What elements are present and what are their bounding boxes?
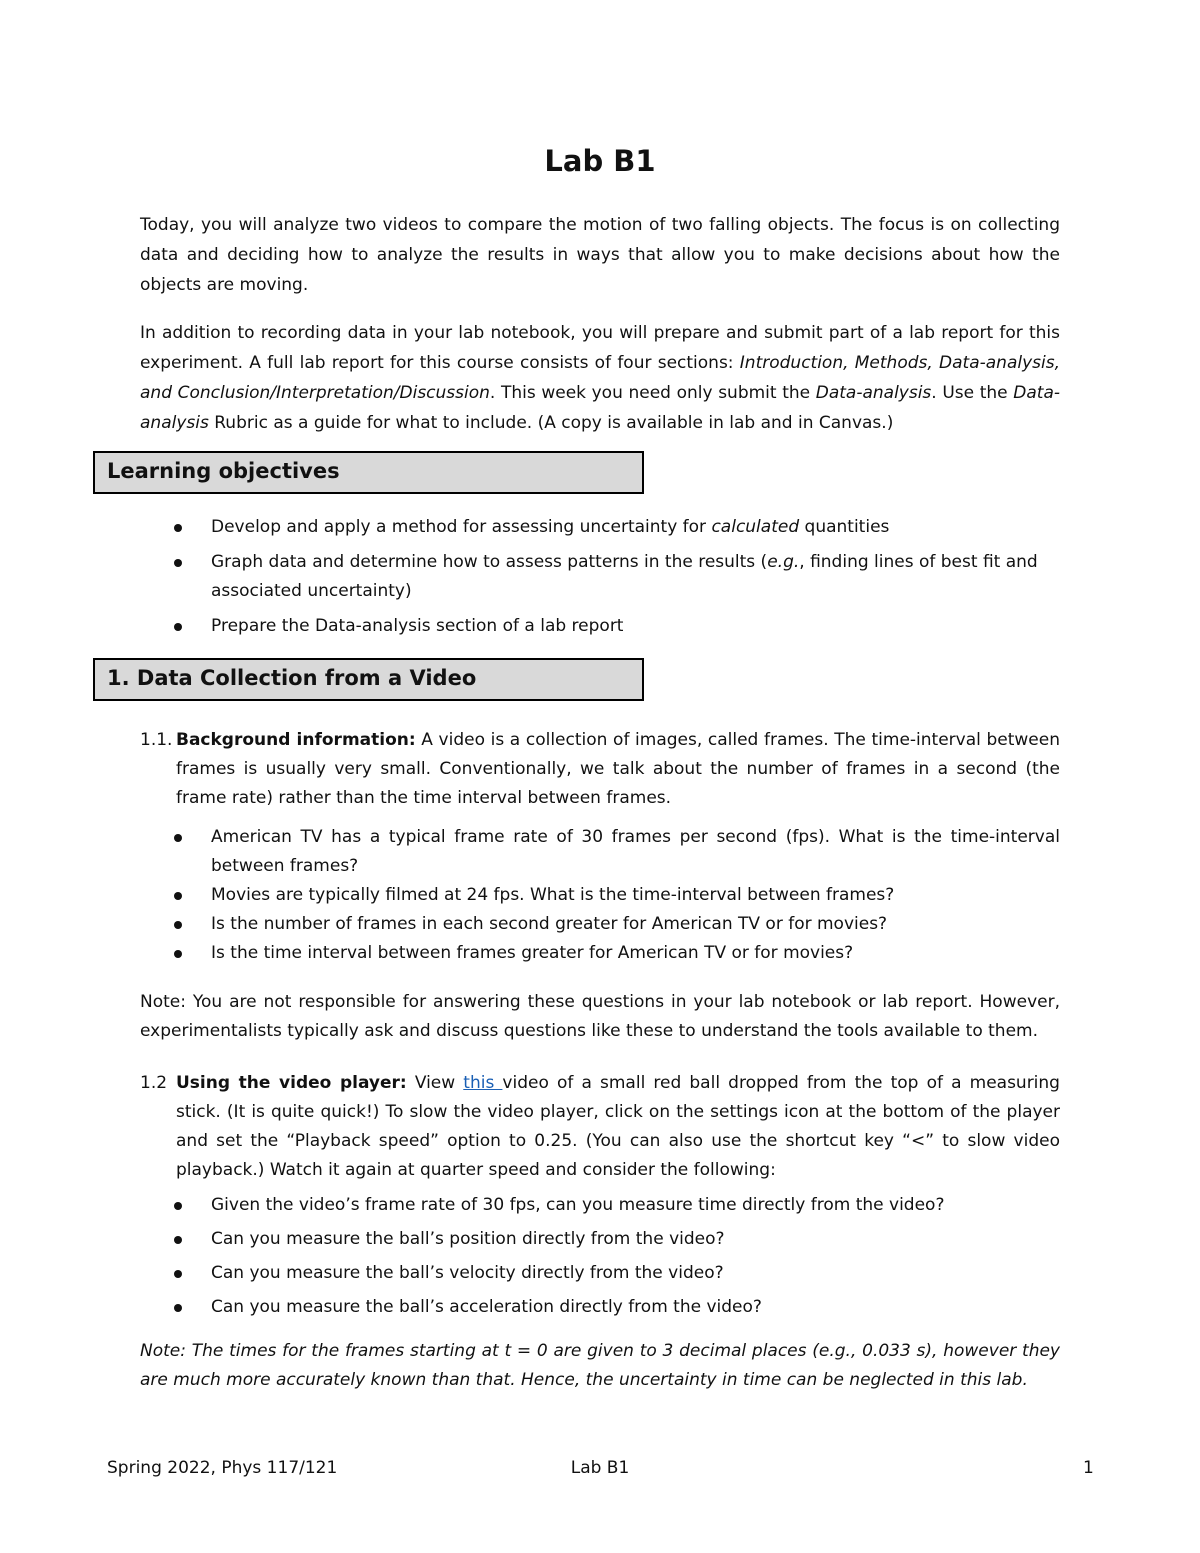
section-1-2-number: 1.2 <box>140 1073 168 1093</box>
section-1-1 <box>140 726 1060 813</box>
list-item <box>170 612 1060 641</box>
section-1-1-bold: Background information: <box>176 730 416 750</box>
question-text: Is the time interval between frames greater for American TV or for movies? <box>211 943 854 963</box>
objective-3-text: Prepare the Data-analysis section of a lab report <box>211 616 624 636</box>
intro-p2-text-d: Rubric as a guide for what to include. (A copy is available in lab and in Canvas.) <box>208 413 894 433</box>
objective-1-em: calculated <box>711 517 800 537</box>
section-1-1-text: A video is a collection of images, called frames. The time-interval between frames is usually very small. Conventionally, we talk about the number of frames in a second (the frame rate) rather than the time interval between frames. <box>176 730 1060 808</box>
intro-p2-sections: Introduction, Methods, Data-analysis, and Conclusion/Interpretation/Discussion <box>140 353 1060 403</box>
intro-paragraph-1: Today, you will analyze two videos to compare the motion of two falling objects. The focus is on collecting data and deciding how to analyze the results in ways that allow you to make decisions about how the objects are moving. <box>140 215 1060 295</box>
list-item <box>170 1225 1060 1254</box>
bullet-icon <box>174 1236 182 1244</box>
bullet-icon <box>174 950 182 958</box>
objective-2-em: e.g. <box>767 552 800 572</box>
list-item <box>170 1293 1060 1322</box>
video-link[interactable]: this <box>463 1073 503 1093</box>
bullet-icon <box>174 834 182 842</box>
list-item <box>170 548 1060 606</box>
intro-p2-text-b: . This week you need only submit the <box>489 383 816 403</box>
bullet-icon <box>174 623 182 631</box>
bullet-icon <box>174 921 182 929</box>
section-1-2-questions <box>170 1191 1060 1322</box>
footer-course: Spring 2022, Phys 117/121 <box>107 1458 338 1478</box>
section-1-1-body <box>176 726 1060 813</box>
bullet-icon <box>174 1270 182 1278</box>
list-item <box>170 513 1060 542</box>
objective-2-text-a: Graph data and determine how to assess patterns in the results ( <box>211 552 768 572</box>
note-paragraph-1: Note: You are not responsible for answering these questions in your lab notebook or lab report. However, experimentalists typically ask and discuss questions like these to understand the tools available to them. <box>140 992 1060 1041</box>
section-1-1-questions <box>170 823 1060 968</box>
list-item <box>170 939 1060 968</box>
section-1-2-pre-link: View <box>406 1073 464 1093</box>
intro-paragraph-2 <box>140 318 1060 438</box>
learning-objectives-header <box>93 451 644 494</box>
bullet-icon <box>174 892 182 900</box>
section-1-2-bold: Using the video player: <box>176 1073 407 1093</box>
objective-2-text-b: , finding lines of best fit and associated uncertainty) <box>211 552 1038 601</box>
page-title: Lab B1 <box>544 144 656 178</box>
question-text: Can you measure the ball’s acceleration directly from the video? <box>211 1297 762 1317</box>
intro-p2-data-analysis-2: Data-analysis <box>140 383 1060 433</box>
intro-p2-text-c: . Use the <box>931 383 1014 403</box>
learning-objectives-heading: Learning objectives <box>107 459 340 483</box>
data-collection-header <box>93 658 644 701</box>
bullet-icon <box>174 1304 182 1312</box>
intro-p2-text-a: In addition to recording data in your lab notebook, you will prepare and submit part of a lab report for this experiment. A full lab report for this course consists of four sections: <box>140 323 1060 373</box>
question-text: American TV has a typical frame rate of 30 frames per second (fps). What is the time-interval between frames? <box>211 827 1060 876</box>
note-paragraph-2: Note: The times for the frames starting at t = 0 are given to 3 decimal places (e.g., 0.033 s), however they are much more accurately known than that. Hence, the uncertainty in time can be neglected in this lab. <box>140 1341 1060 1390</box>
section-1-2-text: video of a small red ball dropped from the top of a measuring stick. (It is quite quick!) To slow the video player, click on the settings icon at the bottom of the player and set the “Playback speed” option to 0.25. (You can also use the shortcut key “<” to slow video playback.) Watch it again at quarter speed and consider the following: <box>176 1073 1060 1180</box>
list-item <box>170 1191 1060 1220</box>
list-item <box>170 823 1060 881</box>
objective-1-text-b: quantities <box>799 517 890 537</box>
bullet-icon <box>174 1202 182 1210</box>
question-text: Is the number of frames in each second greater for American TV or for movies? <box>211 914 888 934</box>
section-1-2 <box>140 1069 1060 1185</box>
question-text: Movies are typically filmed at 24 fps. What is the time-interval between frames? <box>211 885 895 905</box>
section-1-1-number: 1.1. <box>140 730 173 750</box>
intro-p2-data-analysis: Data-analysis <box>815 383 932 403</box>
section-1-2-body <box>176 1069 1060 1185</box>
learning-objectives-list <box>170 513 1060 641</box>
bullet-icon <box>174 524 182 532</box>
objective-1-text-a: Develop and apply a method for assessing uncertainty for <box>211 517 712 537</box>
list-item <box>170 881 1060 910</box>
bullet-icon <box>174 559 182 567</box>
footer-title: Lab B1 <box>570 1458 630 1478</box>
data-collection-heading: 1. Data Collection from a Video <box>107 666 477 690</box>
question-text: Can you measure the ball’s velocity directly from the video? <box>211 1263 724 1283</box>
list-item <box>170 1259 1060 1288</box>
question-text: Given the video’s frame rate of 30 fps, can you measure time directly from the video? <box>211 1195 945 1215</box>
question-text: Can you measure the ball’s position directly from the video? <box>211 1229 725 1249</box>
page-number: 1 <box>1083 1458 1094 1478</box>
list-item <box>170 910 1060 939</box>
